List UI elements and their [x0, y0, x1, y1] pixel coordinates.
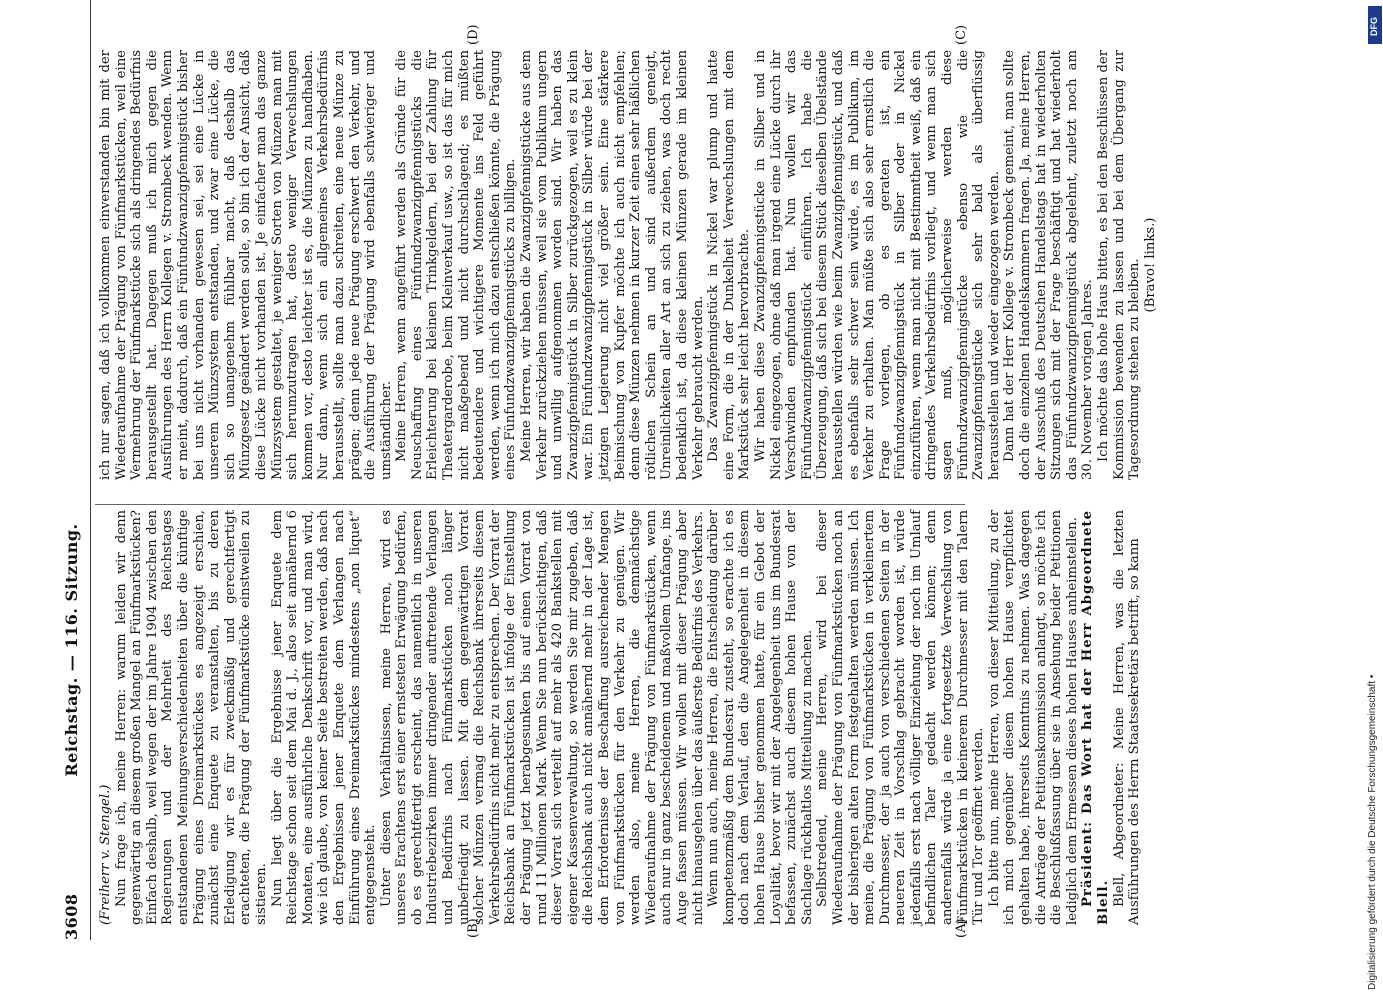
margin-marker-c: (C) — [954, 24, 969, 45]
paragraph: Dann hat der Herr Kollege v. Strombeck gemeint, man sollte doch die einzelnen Handelskammern fragen. Ja, meine Herren, der Ausschuß des Deutschen Handelstags hat in wiederholten Sitzungen sich mit der Frage beschäftigt und hat wiederholt das Fünfundzwanzigpfennigstück abgelehnt, zuletzt noch am 30. November vorigen Jahres. — [1002, 50, 1096, 480]
paragraph: Unter diesen Verhältnissen, meine Herren, wird es unseres Erachtens erst einer ernstesten Erwägung bedürfen, ob es gerechtfertigt erscheint, das namentlich in unseren Industriebezirken immer dringender auftretende Verlangen und Bedürfnis nach Fünfmarkstücken noch länger unbefriedigt zu lassen. Mit dem gegenwärtigen Vorrat solcher Münzen vermag die Reichsbank ihrerseits diesem Verkehrsbedürfnis nicht mehr zu entsprechen. Der Vorrat der Reichsbank an Fünfmarkstücken ist infolge der Einstellung der Prägung jetzt herabgesunken bis auf einen Vorrat von rund 11 Millionen Mark. Wenn Sie nun berücksichtigen, daß dieser Vorrat sich verteilt auf mehr als 420 Bankstellen mit eigener Kassenverwaltung, so werden Sie mir zugeben, daß die Reichsbank auch nicht annähernd mehr in der Lage ist, dem Erfordernisse der Beschaffung ausreichender Mengen von Fünfmarkstücken für den Verkehr zu genügen. Wir werden also, meine Herren, die demnächstige Wiederaufnahme der Prägung von Fünfmarkstücken, wenn auch nur in ganz bescheidenem und maßvollem Umfange, ins Auge fassen müssen. Wir wollen mit dieser Prägung aber nicht hinausgehen über das äußerste Bedürfnis des Verkehrs. — [378, 510, 706, 925]
digitization-credit: Digitalisierung gefördert durch die Deutsche Forschungsgemeinschaft • — [1367, 674, 1378, 990]
paragraph: Ich möchte das hohe Haus bitten, es bei den Beschlüssen der Kommission bewenden zu lassen und bei dem Übergang zur Tagesordnung stehen zu bleiben. — [1096, 50, 1143, 480]
right-column — [98, 50, 1158, 480]
margin-marker-b: (B) — [466, 918, 481, 938]
blell-speech-start: Blell, Abgeordneter: Meine Herren, was die letzten Ausführungen des Herrn Staatssekretärs betrifft, so kann — [1111, 510, 1143, 925]
paragraph: Meine Herren, wir haben die Zwanzigpfennigstücke aus dem Verkehr zurückziehen müssen, weil sie vom Publikum ungern und unwillig aufgenommen worden sind. Wir haben das Zwanzigpfennigstück in Silber zurückgezogen, weil es zu klein war. Ein Fünfundzwanzigpfennigstück in Silber würde bei der jetzigen Legierung nicht viel größer sein. Eine stärkere Beimischung von Kupfer möchte ich auch nicht empfehlen; denn diese Münzen nehmen in kurzer Zeit einen sehr häßlichen rötlichen Schein an und sind außerdem geneigt, Unreinlichkeiten aller Art an sich zu ziehen, was doch recht bedenklich ist, da diese kleinen Münzen gerade im kleinen Verkehr gebraucht werden. — [519, 50, 706, 480]
margin-marker-a: (A) — [954, 918, 969, 938]
applause-note: (Bravo! links.) — [1142, 217, 1158, 313]
paragraph: Selbstredend, meine Herren, wird bei dieser Wiederaufnahme der Prägung von Fünfmarkstücken noch an der bisherigen alten Form festgehalten werden müssen. Ich meine, die Prägung von Fünfmarkstücken in verkleinertem Durchmesser, der ja auch von verschiedenen Seiten in der neueren Zeit in Vorschlag gebracht worden ist, würde jedenfalls erst nach völliger Einziehung der noch im Umlauf befindlichen Taler gedacht werden können; denn anderenfalls würde ja eine fortgesetzte Verwechslung von Fünfmarkstücken in kleinerem Durchmesser mit den Talern Tür und Tor geöffnet werden. — [815, 510, 987, 925]
page-title: Reichstag. — 116. Sitzung. — [62, 523, 81, 777]
paragraph: Meine Herren, wenn angeführt werden als Gründe für die Neuschaffung eines Fünfundzwanzigpfennigstücks die Erleichterung bei kleinen Trinkgeldern, bei der Zahlung für Theatergarderobe, beim Kleinverkauf usw., so ist das für mich nicht maßgebend und nicht durchschlagend; es müßten bedeutendere und wichtigere Momente ins Feld geführt werden, wenn ich mich dazu entschließen könnte, die Prägung eines Fünfundzwanzigpfennigstücks zu billigen. — [394, 50, 519, 480]
left-column — [98, 510, 1143, 925]
paragraph: Wenn nun auch, meine Herren, die Entscheidung darüber kompetenzmäßig dem Bundesrat zusteht, so erachte ich es doch nach dem Verlauf, den die Angelegenheit in diesem hohen Hause bisher genommen hatte, für ein Gebot der Loyalität, bevor wir mit der Angelegenheit uns im Bundesrat befassen, zunächst auch diesem hohen Hause von der Sachlage rückhaltlos Mitteilung zu machen. — [706, 510, 815, 925]
margin-marker-d: (D) — [466, 24, 481, 45]
president-line: Präsident: Das Wort hat der Herr Abgeordnete Blell. — [1080, 510, 1111, 925]
paragraph: Nun frage ich, meine Herren: warum leiden wir denn gegenwärtig an diesem großen Mangel an Fünfmarkstücken? Einfach deshalb, weil wegen der im Jahre 1904 zwischen den Regierungen und der Mehrheit des Reichstages entstandenen Meinungsverschiedenheiten über die künftige Prägung eines Dreimarkstückes es angezeigt erschien, zunächst eine Enquete zu veranstalten, bis zu deren Erledigung wir es für zweckmäßig und gerechtfertigt erachteten, die Prägung der Fünfmarkstücke einstweilen zu sistieren. — [113, 510, 269, 925]
dfg-logo — [1368, 6, 1382, 44]
column-divider — [95, 504, 965, 505]
paragraph: Nun liegt über die Ergebnisse jener Enquete dem Reichstage schon seit dem Mai d. J., also seit annähernd 6 Monaten, eine ausführliche Denkschrift vor, und man wird, wie ich glaube, von keiner Seite bestreiten werden, daß nach den Ergebnissen jener Enquete dem Verlangen nach Einführung eines Dreimarkstückes mindestens „non liquet“ entgegensteht. — [269, 510, 379, 925]
header-rule — [90, 0, 91, 940]
page-number: 3608 — [62, 893, 81, 940]
dfg-logo-text: DFG — [1369, 17, 1379, 36]
paragraph: Ich bitte nun, meine Herren, von dieser Mitteilung, zu der ich mich gegenüber diesem hohen Hause verpflichtet gehalten habe, ihrerseits Kenntnis zu nehmen. Was dagegen die Anträge der Petitionskommission anlangt, so möchte ich die Beschlußfassung über sie in Ansehung beider Petitionen lediglich dem Ermessen dieses hohen Hauses anheimstellen. — [986, 510, 1080, 925]
running-head: (Freiherr v. Stengel.) — [98, 784, 113, 925]
paragraph: Das Zwanzigpfennigstück in Nickel war plump und hatte eine Form, die in der Dunkelheit Verwechslungen mit dem Markstück sehr leicht hervorbrachte. — [706, 50, 753, 480]
paragraph: ich nur sagen, daß ich vollkommen einverstanden bin mit der Wiederaufnahme der Prägung von Fünfmarkstücken, weil eine Vermehrung der Fünfmarkstücke sich als dringendes Bedürfnis herausgestellt hat. Dagegen muß ich mich gegen die Ausführungen des Herrn Kollegen v. Strombeck wenden. Wenn er meint, dadurch, daß ein Fünfundzwanzigpfennigstück bisher bei uns nicht vorhanden gewesen sei, sei eine Lücke in unserem Münzsystem entstanden, und zwar eine Lücke, die sich so unangenehm fühlbar macht, daß deshalb das Münzgesetz geändert werden solle, so bin ich der Ansicht, daß diese Lücke nicht vorhanden ist. Je einfacher man das ganze Münzsystem gestaltet, je weniger Sorten von Münzen man mit sich herumzutragen hat, desto weniger Verwechslungen kommen vor, desto leichter ist es, die Münzen zu handhaben. Nur dann, wenn sich ein allgemeines Verkehrsbedürfnis herausstellt, sollte man dazu schreiten, eine neue Münze zu prägen; denn jede neue Prägung erschwert den Verkehr, und die Ausführung der Prägung wird ebenfalls schwieriger und umständlicher. — [98, 50, 394, 480]
page-header — [62, 0, 86, 940]
paragraph: Wir haben diese Zwanzigpfennigstücke in Silber und in Nickel eingezogen, ohne daß man irgend eine Lücke durch ihr Verschwinden empfunden hat. Nun wollen wir das Fünfundzwanzigpfennigstück einführen. Ich habe die Überzeugung, daß sich bei diesem Stück dieselben Übelstände herausstellen würden wie beim Zwanzigpfennigstück, und daß es ebenfalls sehr schwer sein würde, es im Publikum, im Verkehr zu erhalten. Man müßte sich also sehr ernstlich die Frage vorlegen, ob es geraten ist, ein Fünfundzwanzigpfennigstück in Silber oder in Nickel einzuführen, wenn man nicht mit Bestimmtheit weiß, daß ein dringendes Verkehrsbedürfnis vorliegt, und wenn man sich sagen muß, möglicherweise werden diese Fünfundzwanzigpfennigstücke ebenso wie die Zwanzigpfennigstücke sich sehr bald als überflüssig herausstellen und wieder eingezogen werden. — [752, 50, 1002, 480]
